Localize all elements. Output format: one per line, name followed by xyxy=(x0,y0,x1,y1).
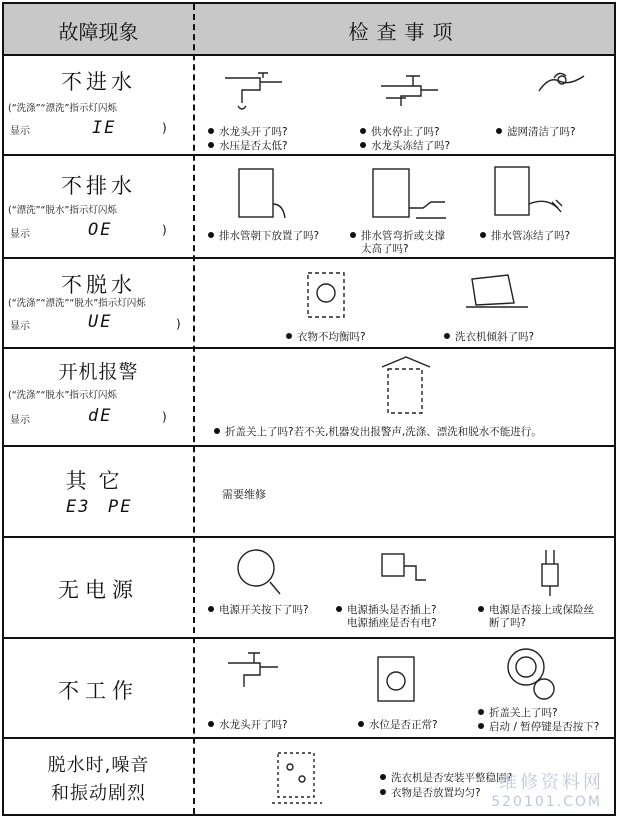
symptom-title: 不进水 xyxy=(61,70,136,94)
repair-needed-text: 需要维修 xyxy=(222,488,266,501)
display-label: 显示 xyxy=(10,415,30,426)
row-no-power xyxy=(4,538,614,637)
check-item: 水龙头开了吗? xyxy=(208,719,288,732)
check-item: 折盖关上了吗? xyxy=(478,707,558,720)
close-paren: ) xyxy=(162,121,167,135)
check-item: 水位是否正常? xyxy=(358,719,438,732)
row-not-working xyxy=(4,639,614,737)
symptom-title-line2: 和振动剧烈 xyxy=(51,783,146,804)
check-item: 水压是否太低? xyxy=(208,140,288,153)
unbalanced-laundry-icon xyxy=(302,267,352,322)
symptom-title: 脱水时,噪音 xyxy=(47,755,150,776)
row-no-water-inlet xyxy=(4,56,614,154)
display-label: 显示 xyxy=(10,321,30,332)
error-code: OE xyxy=(88,220,113,240)
check-item: 启动 / 暂停键是否按下? xyxy=(478,721,599,734)
display-label: 显示 xyxy=(10,229,30,240)
check-item: 电源开关按下了吗? xyxy=(208,604,309,617)
faucet-icon xyxy=(224,649,284,699)
close-paren: ) xyxy=(162,410,167,424)
washer-frozen-hose-icon xyxy=(490,162,580,222)
check-item: 电源是否接上或保险丝 xyxy=(478,604,594,617)
row-other xyxy=(4,447,614,536)
header-check-items: 检查事项 xyxy=(348,20,461,44)
water-level-panel-icon xyxy=(372,651,422,706)
error-code: dE xyxy=(88,406,113,426)
check-item: 排水管弯折或支撑 xyxy=(350,230,445,243)
washer-lid-icon xyxy=(376,355,436,417)
check-item-continued: 断了吗? xyxy=(489,617,527,629)
check-item: 折盖关上了吗?若不关,机器发出报警声,洗涤、漂洗和脱水不能进行。 xyxy=(214,426,542,439)
check-item: 水龙头冻结了吗? xyxy=(360,140,450,153)
check-item: 洗衣机是否安装平整稳固? xyxy=(380,772,512,785)
watermark-title: 维修资料网 xyxy=(499,772,604,793)
faucet-icon xyxy=(220,68,290,113)
power-switch-icon xyxy=(234,546,284,601)
indicator-note: (“洗涤”“脱水”指示灯闪烁 xyxy=(8,390,117,401)
check-item-continued: 电源插座是否有电? xyxy=(347,617,437,629)
error-code: PE xyxy=(108,497,133,517)
header-symptom: 故障现象 xyxy=(58,20,139,44)
power-plug-icon xyxy=(376,548,436,598)
symptom-title: 不脱水 xyxy=(61,273,136,297)
error-code: E3 xyxy=(66,497,91,517)
tilted-washer-icon xyxy=(458,271,538,316)
error-code: UE xyxy=(88,312,113,332)
row-spin-noise-vibration xyxy=(4,739,614,816)
close-paren: ) xyxy=(176,317,181,331)
row-no-spin xyxy=(4,259,614,347)
row-no-drain xyxy=(4,156,614,257)
check-item: 供水停止了吗? xyxy=(360,126,440,139)
check-item: 水龙头开了吗? xyxy=(208,126,288,139)
display-label: 显示 xyxy=(10,126,30,137)
washer-bent-hose-icon xyxy=(368,164,458,224)
indicator-note: (“洗涤”“漂洗”“脱水”指示灯闪烁 xyxy=(8,298,146,309)
washer-drain-hose-icon xyxy=(234,164,289,224)
check-item: 滤网清洁了吗? xyxy=(496,126,576,139)
vibrating-washer-icon xyxy=(268,747,328,807)
hands-filter-icon xyxy=(534,66,589,101)
symptom-title: 开机报警 xyxy=(58,361,139,383)
check-item: 排水管冻结了吗? xyxy=(480,230,570,243)
faucet-icon xyxy=(376,68,446,113)
troubleshooting-table xyxy=(2,2,616,816)
indicator-note: (“漂洗”“脱水”指示灯闪烁 xyxy=(8,205,117,216)
check-item: 衣物不均衡吗? xyxy=(286,331,366,344)
start-pause-button-icon xyxy=(502,645,562,707)
close-paren: ) xyxy=(162,223,167,237)
symptom-title: 不工作 xyxy=(58,679,139,703)
symptom-title: 不排水 xyxy=(61,174,136,198)
row-startup-alarm xyxy=(4,349,614,445)
watermark-url: 520101.COM xyxy=(491,794,602,810)
check-item: 洗衣机倾斜了吗? xyxy=(444,331,534,344)
check-item: 电源插头是否插上? xyxy=(336,604,437,617)
check-item: 排水管朝下放置了吗? xyxy=(208,230,319,243)
symptom-title: 其它 xyxy=(65,469,132,493)
symptom-title: 无电源 xyxy=(58,578,139,602)
check-item-continued: 太高了吗? xyxy=(361,243,409,255)
check-item: 衣物是否放置均匀? xyxy=(380,787,481,800)
indicator-note: (“洗涤”“漂洗”指示灯闪烁 xyxy=(8,103,117,114)
fuse-icon xyxy=(532,546,572,601)
table-header xyxy=(4,4,614,54)
error-code: IE xyxy=(92,118,117,138)
